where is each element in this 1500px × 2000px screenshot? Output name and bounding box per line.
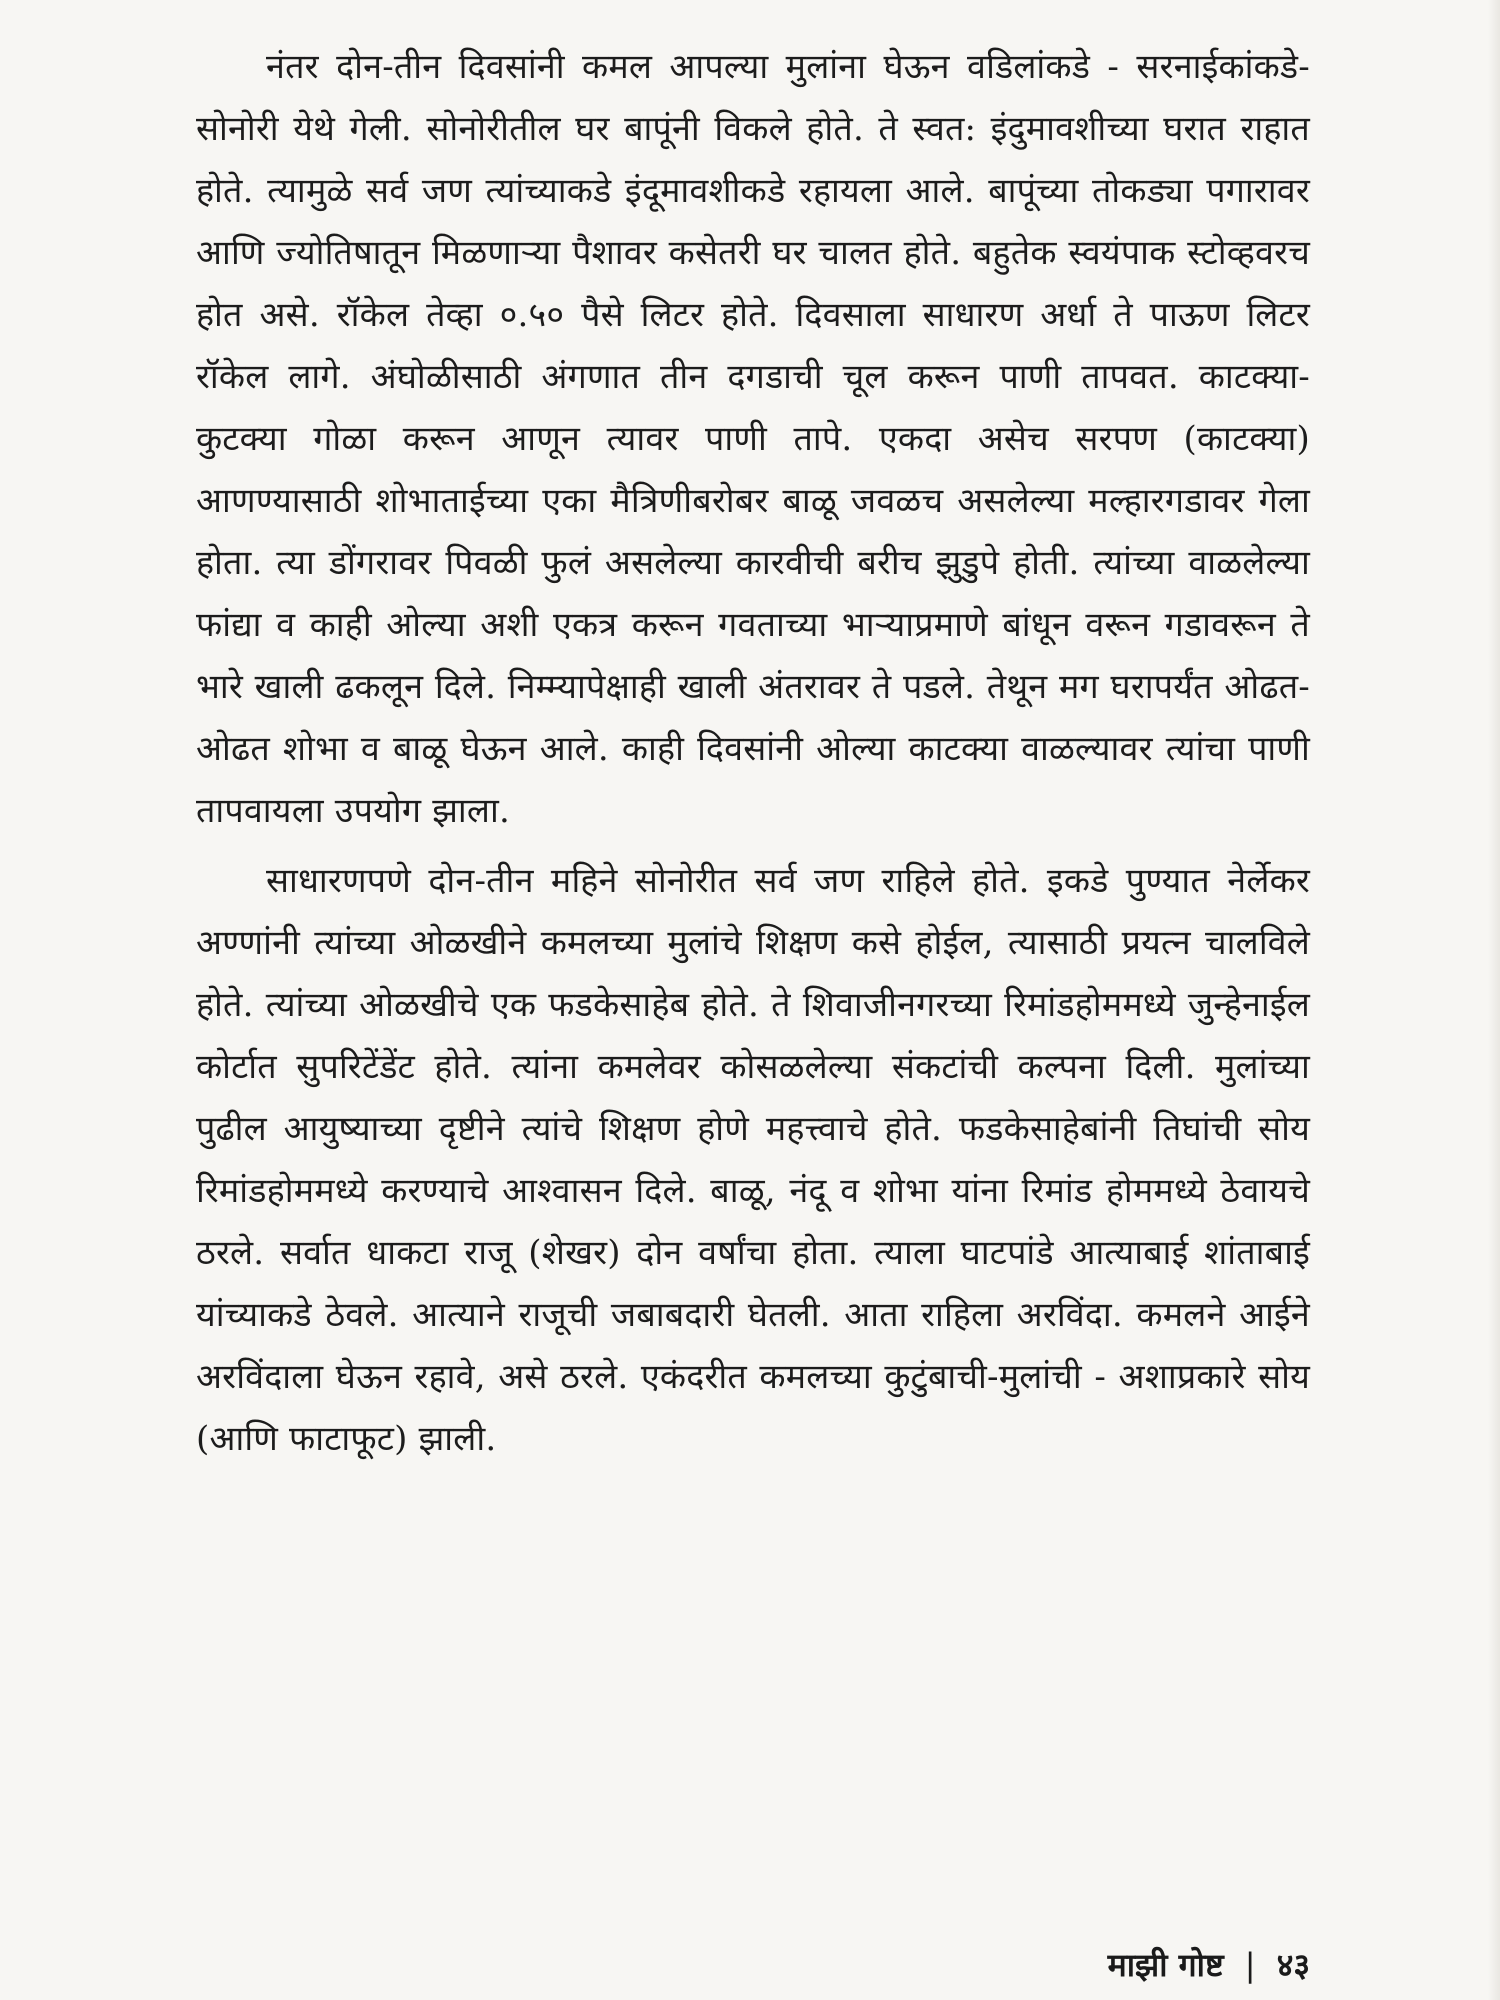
book-title: माझी गोष्ट — [1107, 1946, 1224, 1984]
page-body-text — [196, 36, 1310, 1470]
page-number: ४३ — [1276, 1946, 1310, 1984]
paragraph-1: नंतर दोन-तीन दिवसांनी कमल आपल्या मुलांना घेऊन वडिलांकडे - सरनाईकांकडे-सोनोरी येथे गेली. सोनोरीतील घर बापूंनी विकले होते. ते स्वत: इंदुमावशीच्या घरात राहात होते. त्यामुळे सर्व जण त्यांच्याकडे इंदूमावशीकडे रहायला आले. बापूंच्या तोकड्या पगारावर आणि ज्योतिषातून मिळणाऱ्या पैशावर कसेतरी घर चालत होते. बहुतेक स्वयंपाक स्टोव्हवरच होत असे. रॉकेल तेव्हा ०.५० पैसे लिटर होते. दिवसाला साधारण अर्धा ते पाऊण लिटर रॉकेल लागे. अंघोळीसाठी अंगणात तीन दगडाची चूल करून पाणी तापवत. काटक्या-कुटक्या गोळा करून आणून त्यावर पाणी तापे. एकदा असेच सरपण (काटक्या) आणण्यासाठी शोभाताईच्या एका मैत्रिणीबरोबर बाळू जवळच असलेल्या मल्हारगडावर गेला होता. त्या डोंगरावर पिवळी फुलं असलेल्या कारवीची बरीच झुडुपे होती. त्यांच्या वाळलेल्या फांद्या व काही ओल्या अशी एकत्र करून गवताच्या भाऱ्याप्रमाणे बांधून वरून गडावरून ते भारे खाली ढकलून दिले. निम्म्यापेक्षाही खाली अंतरावर ते पडले. तेथून मग घरापर्यंत ओढत-ओढत शोभा व बाळू घेऊन आले. काही दिवसांनी ओल्या काटक्या वाळल्यावर त्यांचा पाणी तापवायला उपयोग झाला. — [196, 47, 1310, 831]
paragraph-2: साधारणपणे दोन-तीन महिने सोनोरीत सर्व जण राहिले होते. इकडे पुण्यात नेर्लेकर अण्णांनी त्यांच्या ओळखीने कमलच्या मुलांचे शिक्षण कसे होईल, त्यासाठी प्रयत्न चालविले होते. त्यांच्या ओळखीचे एक फडकेसाहेब होते. ते शिवाजीनगरच्या रिमांडहोममध्ये जुन्हेनाईल कोर्टात सुपरिटेंडेंट होते. त्यांना कमलेवर कोसळलेल्या संकटांची कल्पना दिली. मुलांच्या पुढील आयुष्याच्या दृष्टीने त्यांचे शिक्षण होणे महत्त्वाचे होते. फडकेसाहेबांनी तिघांची सोय रिमांडहोममध्ये करण्याचे आश्वासन दिले. बाळू, नंदू व शोभा यांना रिमांड होममध्ये ठेवायचे ठरले. सर्वात धाकटा राजू (शेखर) दोन वर्षांचा होता. त्याला घाटपांडे आत्याबाई शांताबाई यांच्याकडे ठेवले. आत्याने राजूची जबाबदारी घेतली. आता राहिला अरविंदा. कमलने आईने अरविंदाला घेऊन रहावे, असे ठरले. एकंदरीत कमलच्या कुटुंबाची-मुलांची - अशाप्रकारे सोय (आणि फाटाफूट) झाली. — [196, 861, 1310, 1459]
footer-separator: | — [1244, 1946, 1256, 1984]
page-footer — [1108, 1945, 1310, 1985]
page-edge-shadow — [1488, 0, 1500, 2000]
